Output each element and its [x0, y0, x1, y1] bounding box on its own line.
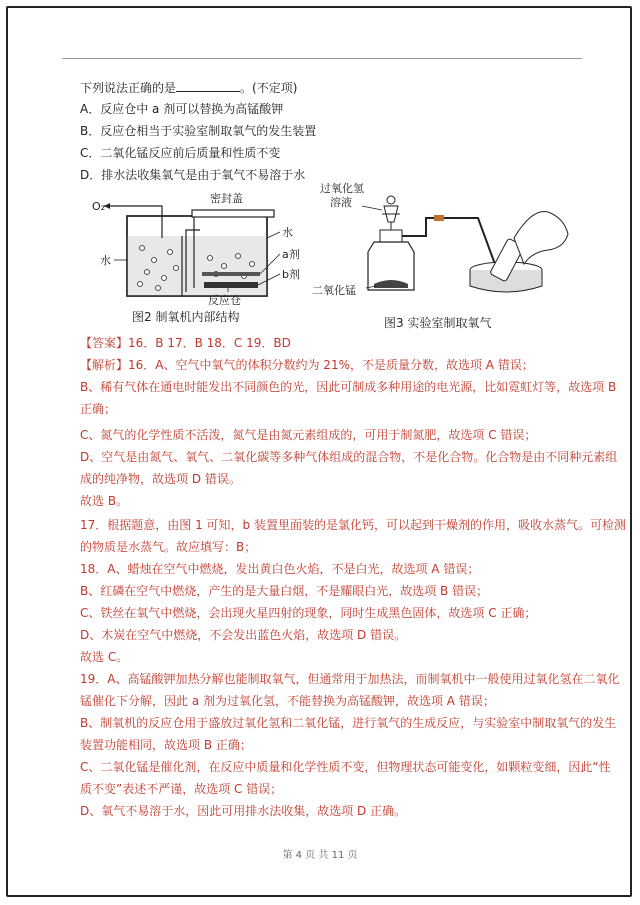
figure3-lab-oxygen-apparatus: [312, 178, 580, 302]
fig2-label-agent-a: a剂: [282, 248, 300, 261]
analysis-line-text: D、空气是由氮气、氧气、二氧化碳等多种气体组成的混合物，不是化合物。化合物是由不同种元素组: [80, 450, 618, 464]
analysis-line: [80, 716, 616, 730]
analysis-line: [80, 672, 619, 686]
page-footer: 第 4 页 共 11 页: [282, 850, 358, 861]
analysis-line: [80, 628, 406, 642]
analysis-line: [80, 606, 536, 620]
option-b: B．反应仓相当于实验室制取氧气的发生装置: [80, 124, 317, 138]
analysis-line: [80, 738, 252, 752]
analysis-line-text: C、二氧化锰是催化剂，在反应中质量和化学性质不变，但物理状态可能变化，如颗粒变细，因此“性: [80, 760, 611, 774]
analysis-line: [80, 402, 116, 416]
fig3-label-h2o2-line2: 溶液: [330, 196, 352, 209]
answer-blank: [176, 80, 240, 92]
analysis-line: [80, 450, 617, 464]
fig3-label-h2o2-line1: 过氧化氢: [320, 182, 364, 195]
analysis-line-text: 正确；: [80, 402, 117, 416]
question-prompt-text: 下列说法正确的是: [80, 81, 177, 95]
answer-text: 16．B 17．B 18．C 19．BD: [128, 336, 291, 350]
fig2-label-water-left: 水: [100, 254, 111, 267]
analysis-line-text: 16．A、空气中氧气的体积分数约为 21%，不是质量分数，故选项 A 错误；: [128, 358, 534, 372]
analysis-line-text: 装置功能相同，故选项 B 正确；: [80, 738, 252, 752]
analysis-line: [80, 428, 536, 442]
analysis-line-text: C、铁丝在氧气中燃烧，会出现火星四射的现象，同时生成黑色固体，故选项 C 正确；: [80, 606, 537, 620]
analysis-line: [80, 760, 611, 774]
analysis-line: [80, 562, 479, 576]
figure2-oxygen-machine-diagram: [92, 188, 322, 306]
answer-line: [80, 336, 291, 350]
analysis-line: [80, 380, 616, 394]
analysis-line-text: 17．根据题意，由图 1 可知，b 装置里面装的是氯化钙，可以起到干燥剂的作用，吸收水蒸气。可检测: [80, 518, 626, 532]
analysis-line: [80, 472, 241, 486]
analysis-line-text: 故选 B。: [80, 494, 129, 508]
analysis-line: [80, 584, 488, 598]
option-d: D．排水法收集氧气是由于氧气不易溶于水: [80, 168, 306, 182]
answer-tag: 【答案】: [80, 336, 129, 350]
analysis-line-text: 故选 C。: [80, 650, 129, 664]
fig3-label-mno2: 二氧化锰: [312, 284, 356, 297]
analysis-line-text: 18．A、蜡烛在空气中燃烧，发出黄白色火焰，不是白光，故选项 A 错误；: [80, 562, 480, 576]
analysis-line-text: 质不变”表述不严谨，故选项 C 错误；: [80, 782, 283, 796]
analysis-line: [80, 804, 406, 818]
analysis-line: [80, 540, 256, 554]
analysis-line: [80, 694, 495, 708]
analysis-line-text: D、氧气不易溶于水，因此可用排水法收集，故选项 D 正确。: [80, 804, 407, 818]
option-a: A．反应仓中 a 剂可以替换为高锰酸钾: [80, 102, 284, 116]
fig2-label-water-right: 水: [282, 226, 293, 239]
analysis-line: [80, 358, 534, 372]
question-suffix: 。(不定项): [240, 81, 298, 95]
analysis-line-text: 的物质是水蒸气。故应填写：B；: [80, 540, 257, 554]
analysis-line: [80, 494, 128, 508]
analysis-line-text: B、制氧机的反应仓用于盛放过氧化氢和二氧化锰，进行氧气的生成反应，与实验室中制取氧气的发生: [80, 716, 617, 730]
analysis-line-text: C、氮气的化学性质不活泼，氮气是由氮元素组成的，可用于制氮肥，故选项 C 错误；: [80, 428, 537, 442]
option-c: C．二氧化锰反应前后质量和性质不变: [80, 146, 281, 160]
figure3-caption: 图3 实验室制取氧气: [384, 316, 492, 330]
fig2-label-chamber: 反应仓: [208, 294, 241, 307]
question-prompt: [80, 80, 297, 95]
analysis-line-text: D、木炭在空气中燃烧，不会发出蓝色火焰，故选项 D 错误。: [80, 628, 407, 642]
analysis-tag: 【解析】: [80, 358, 129, 372]
fig2-label-agent-b: b剂: [282, 268, 300, 281]
fig2-label-o2: O₂: [92, 200, 106, 213]
figure2-caption: 图2 制氧机内部结构: [132, 310, 240, 324]
analysis-line-text: 锰催化下分解，因此 a 剂为过氧化氢，不能替换为高锰酸钾，故选项 A 错误；: [80, 694, 495, 708]
analysis-line: [80, 782, 282, 796]
analysis-line: [80, 518, 626, 532]
analysis-line-text: B、稀有气体在通电时能发出不同颜色的光，因此可制成多种用途的电光源，比如霓虹灯等，故选项 B: [80, 380, 617, 394]
analysis-line-text: B、红磷在空气中燃烧，产生的是大量白烟，不是耀眼白光，故选项 B 错误；: [80, 584, 489, 598]
analysis-line-text: 19．A、高锰酸钾加热分解也能制取氧气，但通常用于加热法，而制氧机中一般使用过氧化氢在二氧化: [80, 672, 620, 686]
fig2-label-lid: 密封盖: [210, 192, 243, 205]
analysis-line: [80, 650, 128, 664]
header-rule: [62, 58, 582, 59]
analysis-line-text: 成的纯净物，故选项 D 错误。: [80, 472, 241, 486]
